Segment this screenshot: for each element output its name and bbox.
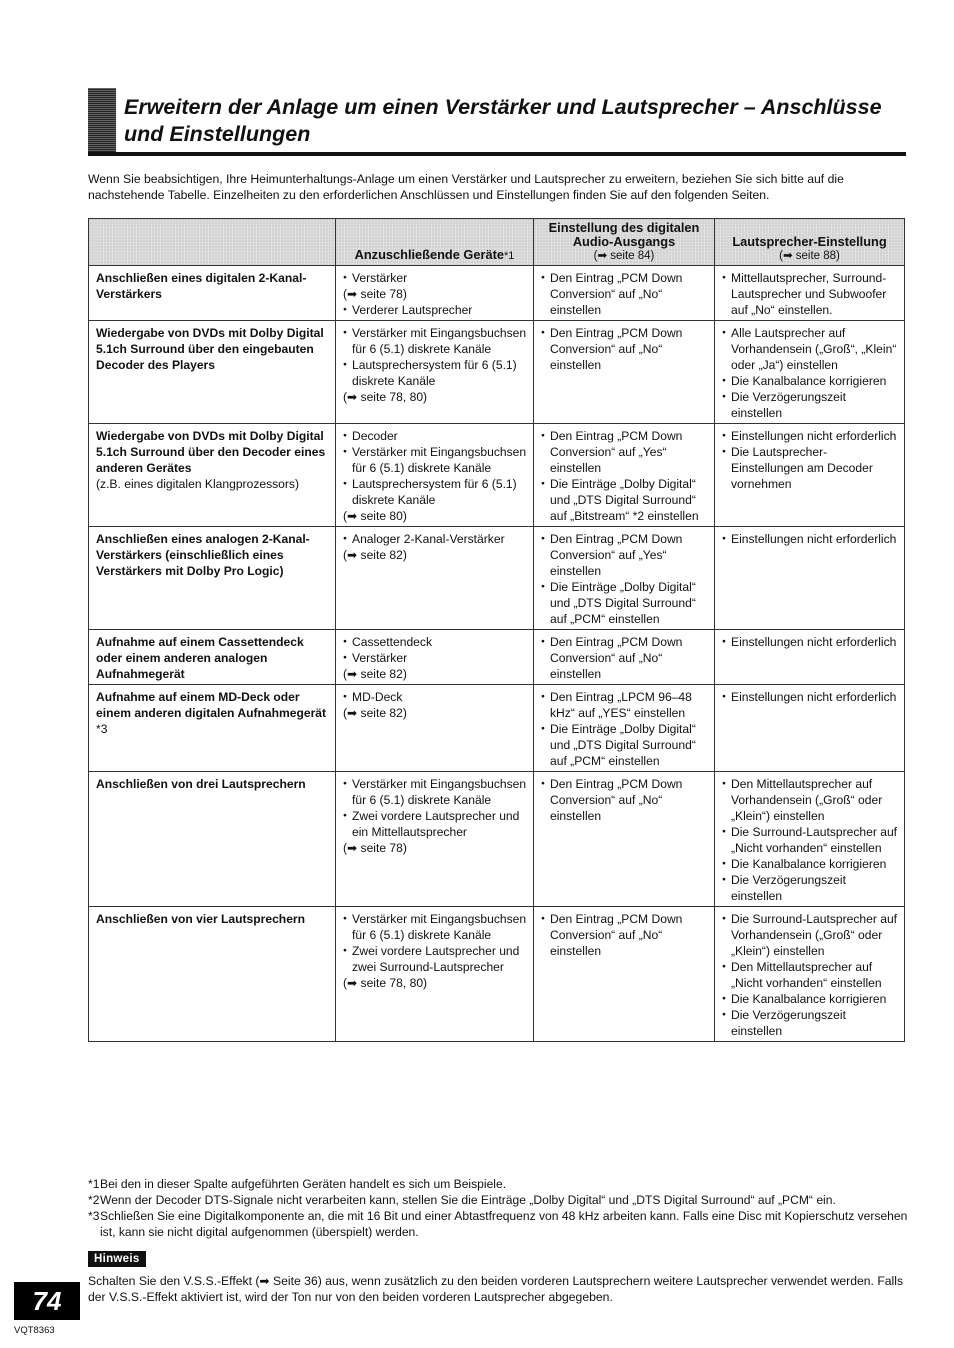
device-item: ● Verstärker mit Eingangsbuchsen für 6 (5.1) diskrete Kanäle <box>343 776 527 808</box>
speaker-setting-cell <box>715 266 905 321</box>
device-page-ref: (➡ seite 78, 80) <box>343 976 428 990</box>
device-item: ● Verstärker <box>343 650 527 666</box>
speaker-setting-item: ● Alle Lautsprecher auf Vorhandensein („Groß“, „Klein“ oder „Ja“) einstellen <box>722 325 898 373</box>
device-item: ● Zwei vordere Lautsprecher und ein Mittellautsprecher <box>343 808 527 840</box>
speaker-setting-cell <box>715 527 905 630</box>
document-code: VQT8363 <box>14 1325 55 1336</box>
row-label-cell <box>89 321 336 424</box>
devices-cell <box>336 266 534 321</box>
digital-setting-item: ● Den Eintrag „PCM Down Conversion“ auf „No“ einstellen <box>541 270 708 318</box>
row-label-cell <box>89 772 336 907</box>
device-item: ● Lautsprechersystem für 6 (5.1) diskrete Kanäle <box>343 357 527 389</box>
speaker-setting-item: ● Die Surround-Lautsprecher auf Vorhandensein („Groß“ oder „Klein“) einstellen <box>722 911 898 959</box>
row-label-note: *3 <box>96 722 108 736</box>
row-label: Wiedergabe von DVDs mit Dolby Digital 5.1ch Surround über den eingebauten Decoder des Players <box>96 326 324 372</box>
table-row <box>89 685 905 772</box>
row-label: Wiedergabe von DVDs mit Dolby Digital 5.1ch Surround über den Decoder eines anderen Gerätes <box>96 429 326 475</box>
digital-setting-item: ● Den Eintrag „PCM Down Conversion“ auf „Yes“ einstellen <box>541 428 708 476</box>
row-label: Anschließen von drei Lautsprechern <box>96 777 306 791</box>
devices-cell <box>336 685 534 772</box>
connection-settings-table <box>88 218 905 1042</box>
table-row <box>89 321 905 424</box>
devices-cell <box>336 772 534 907</box>
speaker-setting-item: ● Mittellautsprecher, Surround-Lautsprecher und Subwoofer auf „No“ einstellen. <box>722 270 898 318</box>
speaker-setting-cell <box>715 424 905 527</box>
speaker-setting-cell <box>715 907 905 1042</box>
device-item: ● Verstärker mit Eingangsbuchsen für 6 (5.1) diskrete Kanäle <box>343 325 527 357</box>
speaker-setting-item: ● Den Mittellautsprecher auf „Nicht vorhanden“ einstellen <box>722 959 898 991</box>
speaker-setting-item: ● Die Kanalbalance korrigieren <box>722 991 898 1007</box>
row-label: Anschließen eines analogen 2-Kanal-Verstärkers (einschließlich eines Verstärkers mit Dolby Pro Logic) <box>96 532 310 578</box>
footnote-3: *3 Schließen Sie eine Digitalkomponente an, die mit 16 Bit und einer Abtastfrequenz von 48 kHz arbeiten kann. Falls eine Disc mit Kopierschutz versehen ist, kann sie nicht digital aufgenommen (überspielt) werden. <box>88 1209 908 1239</box>
speaker-setting-item: ● Die Surround-Lautsprecher auf „Nicht vorhanden“ einstellen <box>722 824 898 856</box>
devices-cell <box>336 630 534 685</box>
row-label-cell <box>89 527 336 630</box>
device-item: ● Decoder <box>343 428 527 444</box>
table-row <box>89 527 905 630</box>
speaker-setting-cell <box>715 685 905 772</box>
device-item: ● Zwei vordere Lautsprecher und zwei Surround-Lautsprecher <box>343 943 527 975</box>
digital-setting-item: ● Den Eintrag „PCM Down Conversion“ auf „No“ einstellen <box>541 325 708 373</box>
digital-setting-item: ● Die Einträge „Dolby Digital“ und „DTS Digital Surround“ auf „Bitstream“ *2 einstellen <box>541 476 708 524</box>
digital-setting-item: ● Die Einträge „Dolby Digital“ und „DTS Digital Surround“ auf „PCM“ einstellen <box>541 721 708 769</box>
page-number: 74 <box>14 1282 80 1320</box>
header-speaker-setting: Lautsprecher-Einstellung (➡ seite 88) <box>715 219 905 266</box>
digital-output-cell <box>534 321 715 424</box>
row-label-cell <box>89 685 336 772</box>
row-label-cell <box>89 907 336 1042</box>
speaker-setting-item: ● Die Kanalbalance korrigieren <box>722 373 898 389</box>
digital-output-cell <box>534 527 715 630</box>
table-row <box>89 266 905 321</box>
device-page-ref: (➡ seite 78) <box>343 841 407 855</box>
devices-cell <box>336 321 534 424</box>
row-label-cell <box>89 424 336 527</box>
speaker-setting-item: ● Einstellungen nicht erforderlich <box>722 689 898 705</box>
header-digital-output: Einstellung des digitalen Audio-Ausgangs (➡ seite 84) <box>534 219 715 266</box>
speaker-setting-cell <box>715 630 905 685</box>
table-row <box>89 424 905 527</box>
device-item: ● Analoger 2-Kanal-Verstärker <box>343 531 527 547</box>
footnote-2: *2 Wenn der Decoder DTS-Signale nicht verarbeiten kann, stellen Sie die Einträge „Dolby Digital“ und „DTS Digital Surround“ auf „PCM“ ein. <box>88 1193 836 1207</box>
footnotes <box>88 1176 908 1240</box>
digital-output-cell <box>534 772 715 907</box>
digital-setting-item: ● Den Eintrag „PCM Down Conversion“ auf „No“ einstellen <box>541 776 708 824</box>
device-item: ● Lautsprechersystem für 6 (5.1) diskrete Kanäle <box>343 476 527 508</box>
row-label-cell <box>89 630 336 685</box>
device-item: ● Verstärker <box>343 270 527 286</box>
speaker-setting-cell <box>715 321 905 424</box>
device-page-ref: (➡ seite 78, 80) <box>343 390 428 404</box>
device-page-ref: (➡ seite 80) <box>343 509 407 523</box>
speaker-setting-item: ● Einstellungen nicht erforderlich <box>722 428 898 444</box>
digital-output-cell <box>534 630 715 685</box>
digital-output-cell <box>534 266 715 321</box>
device-item: ● Cassettendeck <box>343 634 527 650</box>
device-item: ● MD-Deck <box>343 689 527 705</box>
table-header-row <box>89 219 905 266</box>
footnote-1: *1 Bei den in dieser Spalte aufgeführten Geräten handelt es sich um Beispiele. <box>88 1177 507 1191</box>
device-page-ref: (➡ seite 78) <box>343 287 407 301</box>
row-label-cell <box>89 266 336 321</box>
digital-setting-item: ● Den Eintrag „PCM Down Conversion“ auf „No“ einstellen <box>541 634 708 682</box>
device-page-ref: (➡ seite 82) <box>343 667 407 681</box>
hinweis-badge: Hinweis <box>88 1251 146 1267</box>
device-item: ● Verstärker mit Eingangsbuchsen für 6 (5.1) diskrete Kanäle <box>343 911 527 943</box>
table-row <box>89 630 905 685</box>
table-row <box>89 907 905 1042</box>
speaker-setting-cell <box>715 772 905 907</box>
speaker-setting-item: ● Die Verzögerungszeit einstellen <box>722 389 898 421</box>
digital-output-cell <box>534 424 715 527</box>
speaker-setting-item: ● Die Verzögerungszeit einstellen <box>722 872 898 904</box>
header-devices: Anzuschließende Geräte*1 <box>336 219 534 266</box>
device-page-ref: (➡ seite 82) <box>343 706 407 720</box>
row-label: Aufnahme auf einem MD-Deck oder einem anderen digitalen Aufnahmegerät <box>96 690 327 720</box>
speaker-setting-item: ● Einstellungen nicht erforderlich <box>722 531 898 547</box>
digital-output-cell <box>534 907 715 1042</box>
table-row <box>89 772 905 907</box>
title-rule <box>88 152 906 156</box>
digital-setting-item: ● Den Eintrag „LPCM 96–48 kHz“ auf „YES“ einstellen <box>541 689 708 721</box>
digital-setting-item: ● Die Einträge „Dolby Digital“ und „DTS Digital Surround“ auf „PCM“ einstellen <box>541 579 708 627</box>
header-empty-cell <box>89 219 336 266</box>
digital-setting-item: ● Den Eintrag „PCM Down Conversion“ auf „No“ einstellen <box>541 911 708 959</box>
page-title: Erweitern der Anlage um einen Verstärker und Lautsprecher – Anschlüsse und Einstellungen <box>124 95 882 146</box>
speaker-setting-item: ● Einstellungen nicht erforderlich <box>722 634 898 650</box>
speaker-setting-item: ● Den Mittellautsprecher auf Vorhandensein („Groß“ oder „Klein“) einstellen <box>722 776 898 824</box>
row-label: Anschließen von vier Lautsprechern <box>96 912 306 926</box>
row-label: Aufnahme auf einem Cassettendeck oder einem anderen analogen Aufnahmegerät <box>96 635 304 681</box>
hinweis-text: Schalten Sie den V.S.S.-Effekt (➡ Seite 36) aus, wenn zusätzlich zu den beiden vorderen Lautsprechern weitere Lautsprecher verwendet werden. Falls der V.S.S.-Effekt aktiviert ist, wird der Ton nur von den beiden vorderen Lautsprecher abgegeben. <box>88 1274 904 1304</box>
device-page-ref: (➡ seite 82) <box>343 548 407 562</box>
row-label-note: (z.B. eines digitalen Klangprozessors) <box>96 477 300 491</box>
intro-paragraph: Wenn Sie beabsichtigen, Ihre Heimunterhaltungs-Anlage um einen Verstärker und Lautsprecher zu erweitern, beziehen Sie sich bitte auf die nachstehende Tabelle. Einzelheiten zu den erforderlichen Anschlüssen und Einstellungen finden Sie auf den folgenden Seiten. <box>88 172 844 202</box>
device-item: ● Verstärker mit Eingangsbuchsen für 6 (5.1) diskrete Kanäle <box>343 444 527 476</box>
title-bar-decoration <box>88 88 116 152</box>
speaker-setting-item: ● Die Verzögerungszeit einstellen <box>722 1007 898 1039</box>
devices-cell <box>336 527 534 630</box>
devices-cell <box>336 907 534 1042</box>
speaker-setting-item: ● Die Kanalbalance korrigieren <box>722 856 898 872</box>
device-item: ● Verderer Lautsprecher <box>343 302 527 318</box>
digital-output-cell <box>534 685 715 772</box>
speaker-setting-item: ● Die Lautsprecher-Einstellungen am Decoder vornehmen <box>722 444 898 492</box>
devices-cell <box>336 424 534 527</box>
digital-setting-item: ● Den Eintrag „PCM Down Conversion“ auf „Yes“ einstellen <box>541 531 708 579</box>
title-block <box>88 88 906 156</box>
row-label: Anschließen eines digitalen 2-Kanal-Verstärkers <box>96 271 307 301</box>
